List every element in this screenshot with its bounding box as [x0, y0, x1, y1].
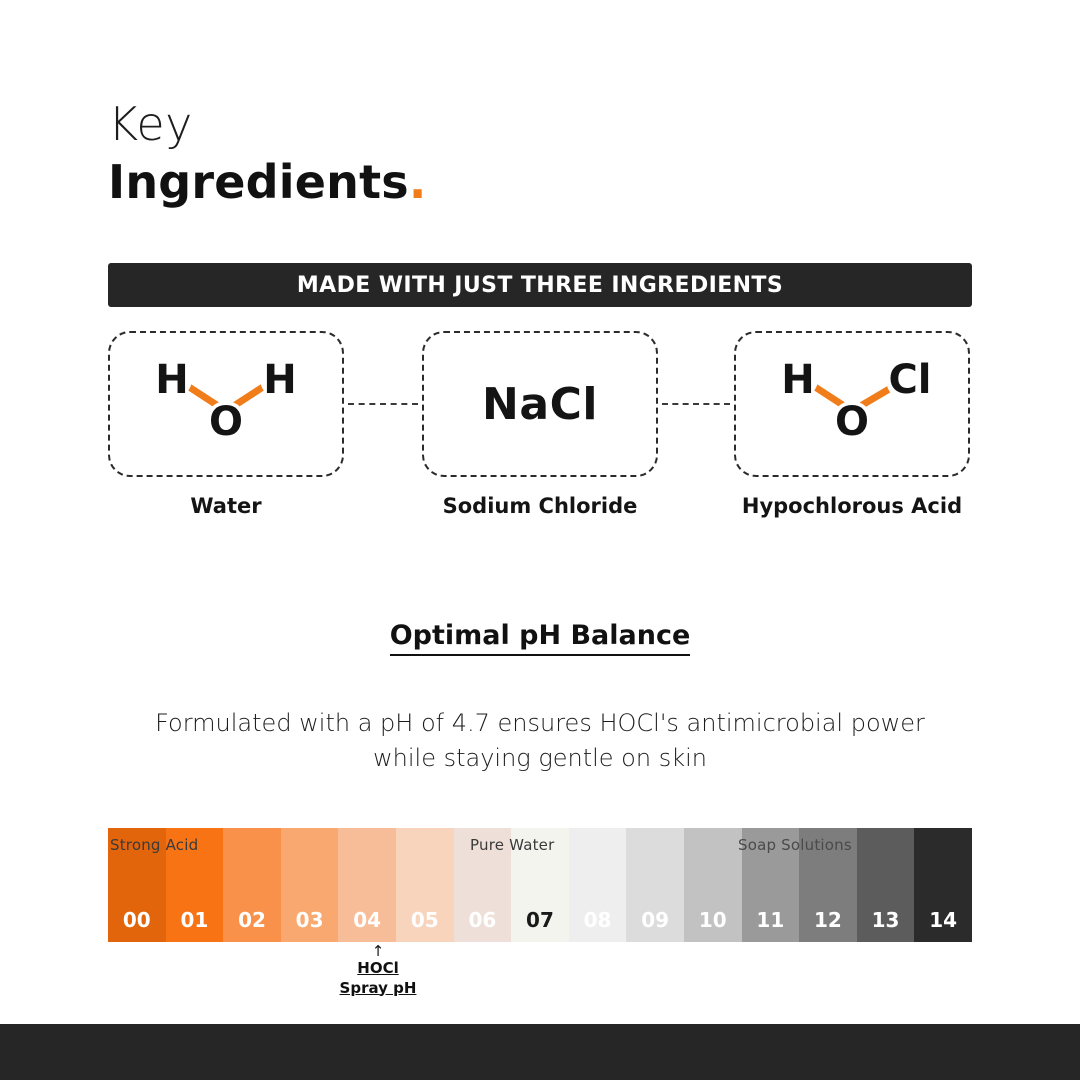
- molecule-card-sodium-chloride: [422, 331, 658, 477]
- ph-scale-value: 00: [122, 908, 151, 932]
- ph-scale-value: 06: [468, 908, 497, 932]
- ph-balance-heading-text: Optimal pH Balance: [390, 620, 691, 656]
- scale-label-soap-solutions: Soap Solutions: [738, 836, 852, 854]
- ph-balance-description: Formulated with a pH of 4.7 ensures HOCl's antimicrobial power while staying gentle on skin: [155, 709, 925, 772]
- molecule-caption-hypochlorous-acid: Hypochlorous Acid: [741, 494, 963, 518]
- pointer-arrow-icon: ↑: [371, 942, 385, 960]
- svg-text:O: O: [834, 399, 870, 445]
- pointer-label-line-2: Spray pH: [339, 978, 417, 997]
- svg-text:Cl: Cl: [888, 357, 932, 403]
- ph-scale-value: 04: [353, 908, 382, 932]
- title-line-2-text: Ingredients: [108, 155, 409, 210]
- title-line-2: [108, 154, 427, 212]
- ingredients-banner: [108, 263, 972, 307]
- ph-scale-cell: [223, 828, 281, 942]
- svg-text:H: H: [781, 357, 815, 403]
- molecule-row: [108, 331, 972, 518]
- ph-scale-value: 01: [180, 908, 209, 932]
- ph-scale-value: 02: [238, 908, 266, 932]
- ph-scale-value: 08: [583, 908, 612, 932]
- ph-scale-value: 09: [641, 908, 670, 932]
- molecule-caption-water: Water: [190, 494, 262, 518]
- page-title: [108, 97, 427, 212]
- ph-scale-value: 10: [698, 908, 727, 932]
- water-molecule-icon: [126, 349, 326, 459]
- hypochlorous-acid-molecule-icon: [752, 349, 952, 459]
- ph-scale-value: 13: [871, 908, 900, 932]
- ph-scale-cell: [569, 828, 627, 942]
- pointer-label-line-1: HOCl: [357, 959, 399, 977]
- ph-scale-cell: [626, 828, 684, 942]
- ph-scale-value: 11: [756, 908, 785, 932]
- bottom-bar: [0, 1024, 1080, 1080]
- svg-text:H: H: [155, 357, 189, 403]
- ph-scale-cell: [338, 828, 396, 942]
- connector-line-2: [662, 403, 730, 405]
- ph-scale-value: 07: [526, 908, 554, 932]
- ph-scale-value: 03: [295, 908, 324, 932]
- ph-scale-cell: [281, 828, 339, 942]
- ph-scale-cell: [396, 828, 454, 942]
- ph-balance-heading: [0, 620, 1080, 651]
- ph-scale-cell: [857, 828, 915, 942]
- molecule-caption-sodium-chloride: Sodium Chloride: [442, 494, 638, 518]
- scale-label-strong-acid: Strong Acid: [110, 836, 199, 854]
- ph-scale-cell: [914, 828, 972, 942]
- connector-line-1: [348, 403, 418, 405]
- hocl-ph-pointer: [330, 944, 426, 998]
- ph-scale-value: 05: [410, 908, 439, 932]
- svg-text:O: O: [208, 399, 244, 445]
- ingredients-banner-text: MADE WITH JUST THREE INGREDIENTS: [296, 272, 784, 298]
- ph-scale-value: 12: [814, 908, 842, 932]
- nacl-formula: NaCl: [482, 378, 598, 430]
- molecule-card-water: [108, 331, 344, 477]
- svg-text:H: H: [263, 357, 297, 403]
- molecule-card-hypochlorous-acid: [734, 331, 970, 477]
- title-line-1: Key: [108, 97, 193, 151]
- scale-label-pure-water: Pure Water: [470, 836, 555, 854]
- ph-scale-value: 14: [929, 908, 958, 932]
- title-accent-dot: .: [408, 155, 427, 210]
- ph-scale-cell: [684, 828, 742, 942]
